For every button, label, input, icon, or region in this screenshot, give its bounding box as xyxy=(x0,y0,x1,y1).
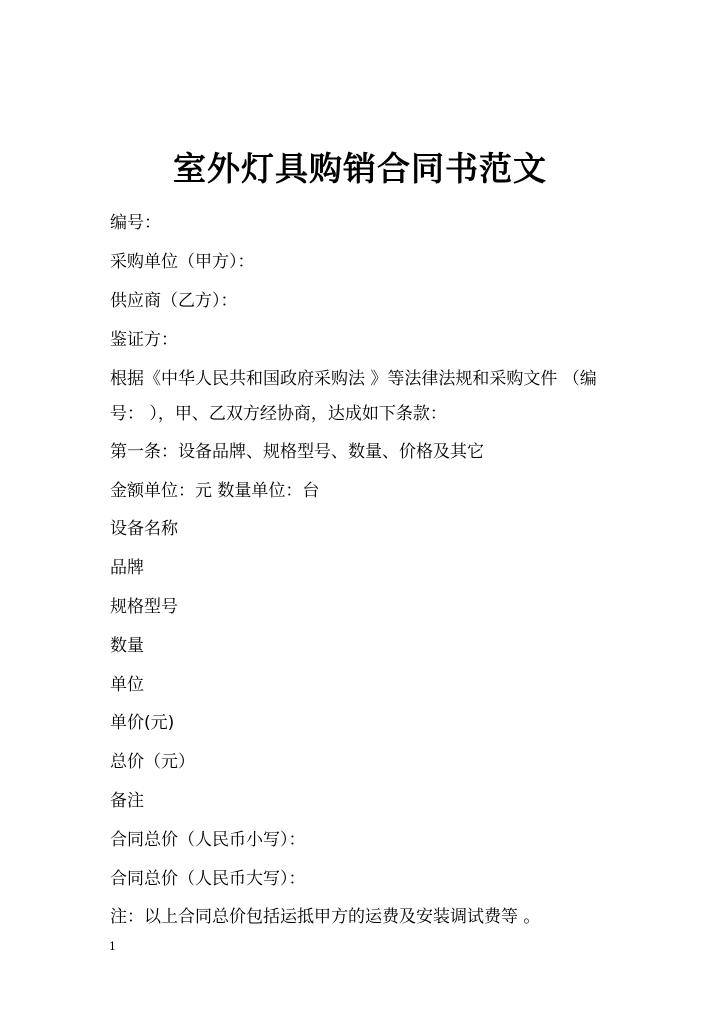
paragraph-preamble-line-1: 根据《中华人民共和国政府采购法 》等法律法规和采购文件 （编 xyxy=(110,369,597,389)
field-purchaser: 采购单位（甲方）： xyxy=(110,252,255,272)
field-total-lowercase: 合同总价（人民币小写）： xyxy=(110,830,306,850)
page-number: 1 xyxy=(109,940,116,953)
field-supplier: 供应商（乙方）： xyxy=(110,291,238,311)
article-one-heading: 第一条：设备品牌、规格型号、数量、价格及其它 xyxy=(110,442,484,462)
document-title: 室外灯具购销合同书范文 xyxy=(173,149,547,188)
table-label-remarks: 备注 xyxy=(110,791,144,811)
table-label-brand: 品牌 xyxy=(110,558,144,578)
field-serial-number: 编号： xyxy=(110,213,161,233)
table-label-device-name: 设备名称 xyxy=(110,519,178,539)
units-line: 金额单位：元 数量单位：台 xyxy=(110,481,320,501)
table-label-unit-price: 单价(元) xyxy=(110,713,175,733)
table-label-model: 规格型号 xyxy=(110,597,178,617)
table-label-unit: 单位 xyxy=(110,675,144,695)
note-line: 注：以上合同总价包括运抵甲方的运费及安装调试费等 。 xyxy=(110,907,541,927)
table-label-quantity: 数量 xyxy=(110,636,144,656)
paragraph-preamble-line-2: 号： ），甲、乙双方经协商，达成如下条款： xyxy=(110,404,447,424)
table-label-total-price: 总价（元） xyxy=(110,752,195,772)
field-verifier: 鉴证方： xyxy=(110,330,178,350)
field-total-uppercase: 合同总价（人民币大写）： xyxy=(110,869,306,889)
